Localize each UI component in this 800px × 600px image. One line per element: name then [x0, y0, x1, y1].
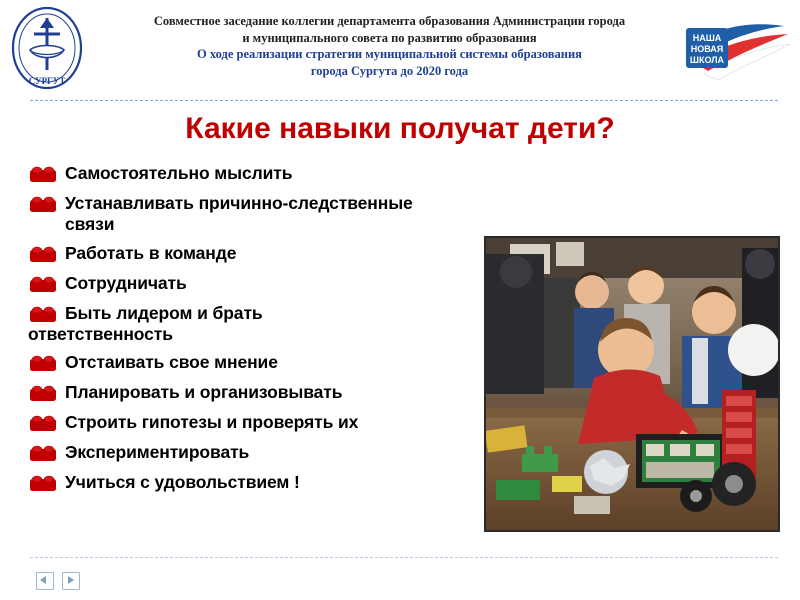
list-item	[28, 303, 498, 346]
list-item-label: Планировать и организовывать	[65, 382, 343, 403]
list-item	[28, 193, 498, 236]
list-item-label-continued: связи	[65, 214, 115, 235]
header-line-1: Совместное заседание коллегии департамента образования Администрации города	[153, 14, 626, 28]
next-slide-button[interactable]	[62, 572, 80, 590]
lego-brick-icon	[28, 384, 58, 405]
chevron-right-icon	[68, 576, 74, 584]
list-item	[28, 442, 498, 465]
list-item	[28, 243, 498, 266]
previous-slide-button[interactable]	[36, 572, 54, 590]
lego-brick-icon	[28, 444, 58, 465]
header-title-block	[95, 0, 684, 79]
photo-children-robotics-lego	[484, 236, 780, 532]
list-item-label: Быть лидером и брать ответственность	[28, 302, 263, 345]
list-item-label: Отстаивать свое мнение	[65, 352, 278, 373]
list-item	[28, 472, 498, 495]
list-item-label: Строить гипотезы и проверять их	[65, 412, 359, 433]
svg-text:НАША: НАША	[692, 33, 722, 43]
list-item	[28, 273, 498, 296]
header-line-4: города Сургута до 2020 года	[310, 63, 469, 78]
lego-brick-icon	[28, 195, 58, 216]
list-item	[28, 412, 498, 435]
list-item-label: Устанавливать причинно-следственные связи	[65, 193, 413, 235]
lego-brick-icon	[28, 245, 58, 266]
list-item	[28, 382, 498, 405]
slide-header	[0, 0, 800, 100]
lego-brick-icon	[28, 305, 58, 326]
lego-brick-icon	[28, 354, 58, 375]
lego-brick-icon	[28, 474, 58, 495]
list-item-label: Учиться с удовольствием !	[65, 472, 300, 493]
footer-divider	[30, 557, 778, 558]
list-item	[28, 352, 498, 375]
svg-text:ШКОЛА: ШКОЛА	[689, 55, 725, 65]
lego-brick-icon	[28, 414, 58, 435]
list-item-label-continued: ответственность	[28, 324, 173, 345]
header-divider	[30, 100, 778, 101]
page-title: Какие навыки получат дети?	[185, 112, 615, 145]
nasha-novaya-shkola-logo-icon	[684, 14, 794, 86]
list-item-label: Работать в команде	[65, 242, 237, 263]
lego-brick-icon	[28, 275, 58, 296]
svg-text:НОВАЯ: НОВАЯ	[690, 44, 724, 54]
list-item	[28, 163, 498, 186]
list-item-label: Экспериментировать	[65, 442, 250, 463]
list-item-label: Сотрудничать	[65, 272, 187, 293]
header-line-2: и муниципального совета по развитию образования	[242, 30, 537, 45]
lego-brick-icon	[28, 165, 58, 186]
svg-text:СУРГУТ: СУРГУТ	[28, 76, 66, 86]
slide-navigation[interactable]	[36, 572, 80, 590]
skills-list	[28, 163, 498, 502]
header-line-3: О ходе реализации стратегии муниципальной системы образования	[197, 47, 582, 61]
list-item-label: Самостоятельно мыслить	[65, 163, 293, 183]
surgut-education-emblem-icon	[0, 4, 95, 96]
chevron-left-icon	[40, 576, 46, 584]
